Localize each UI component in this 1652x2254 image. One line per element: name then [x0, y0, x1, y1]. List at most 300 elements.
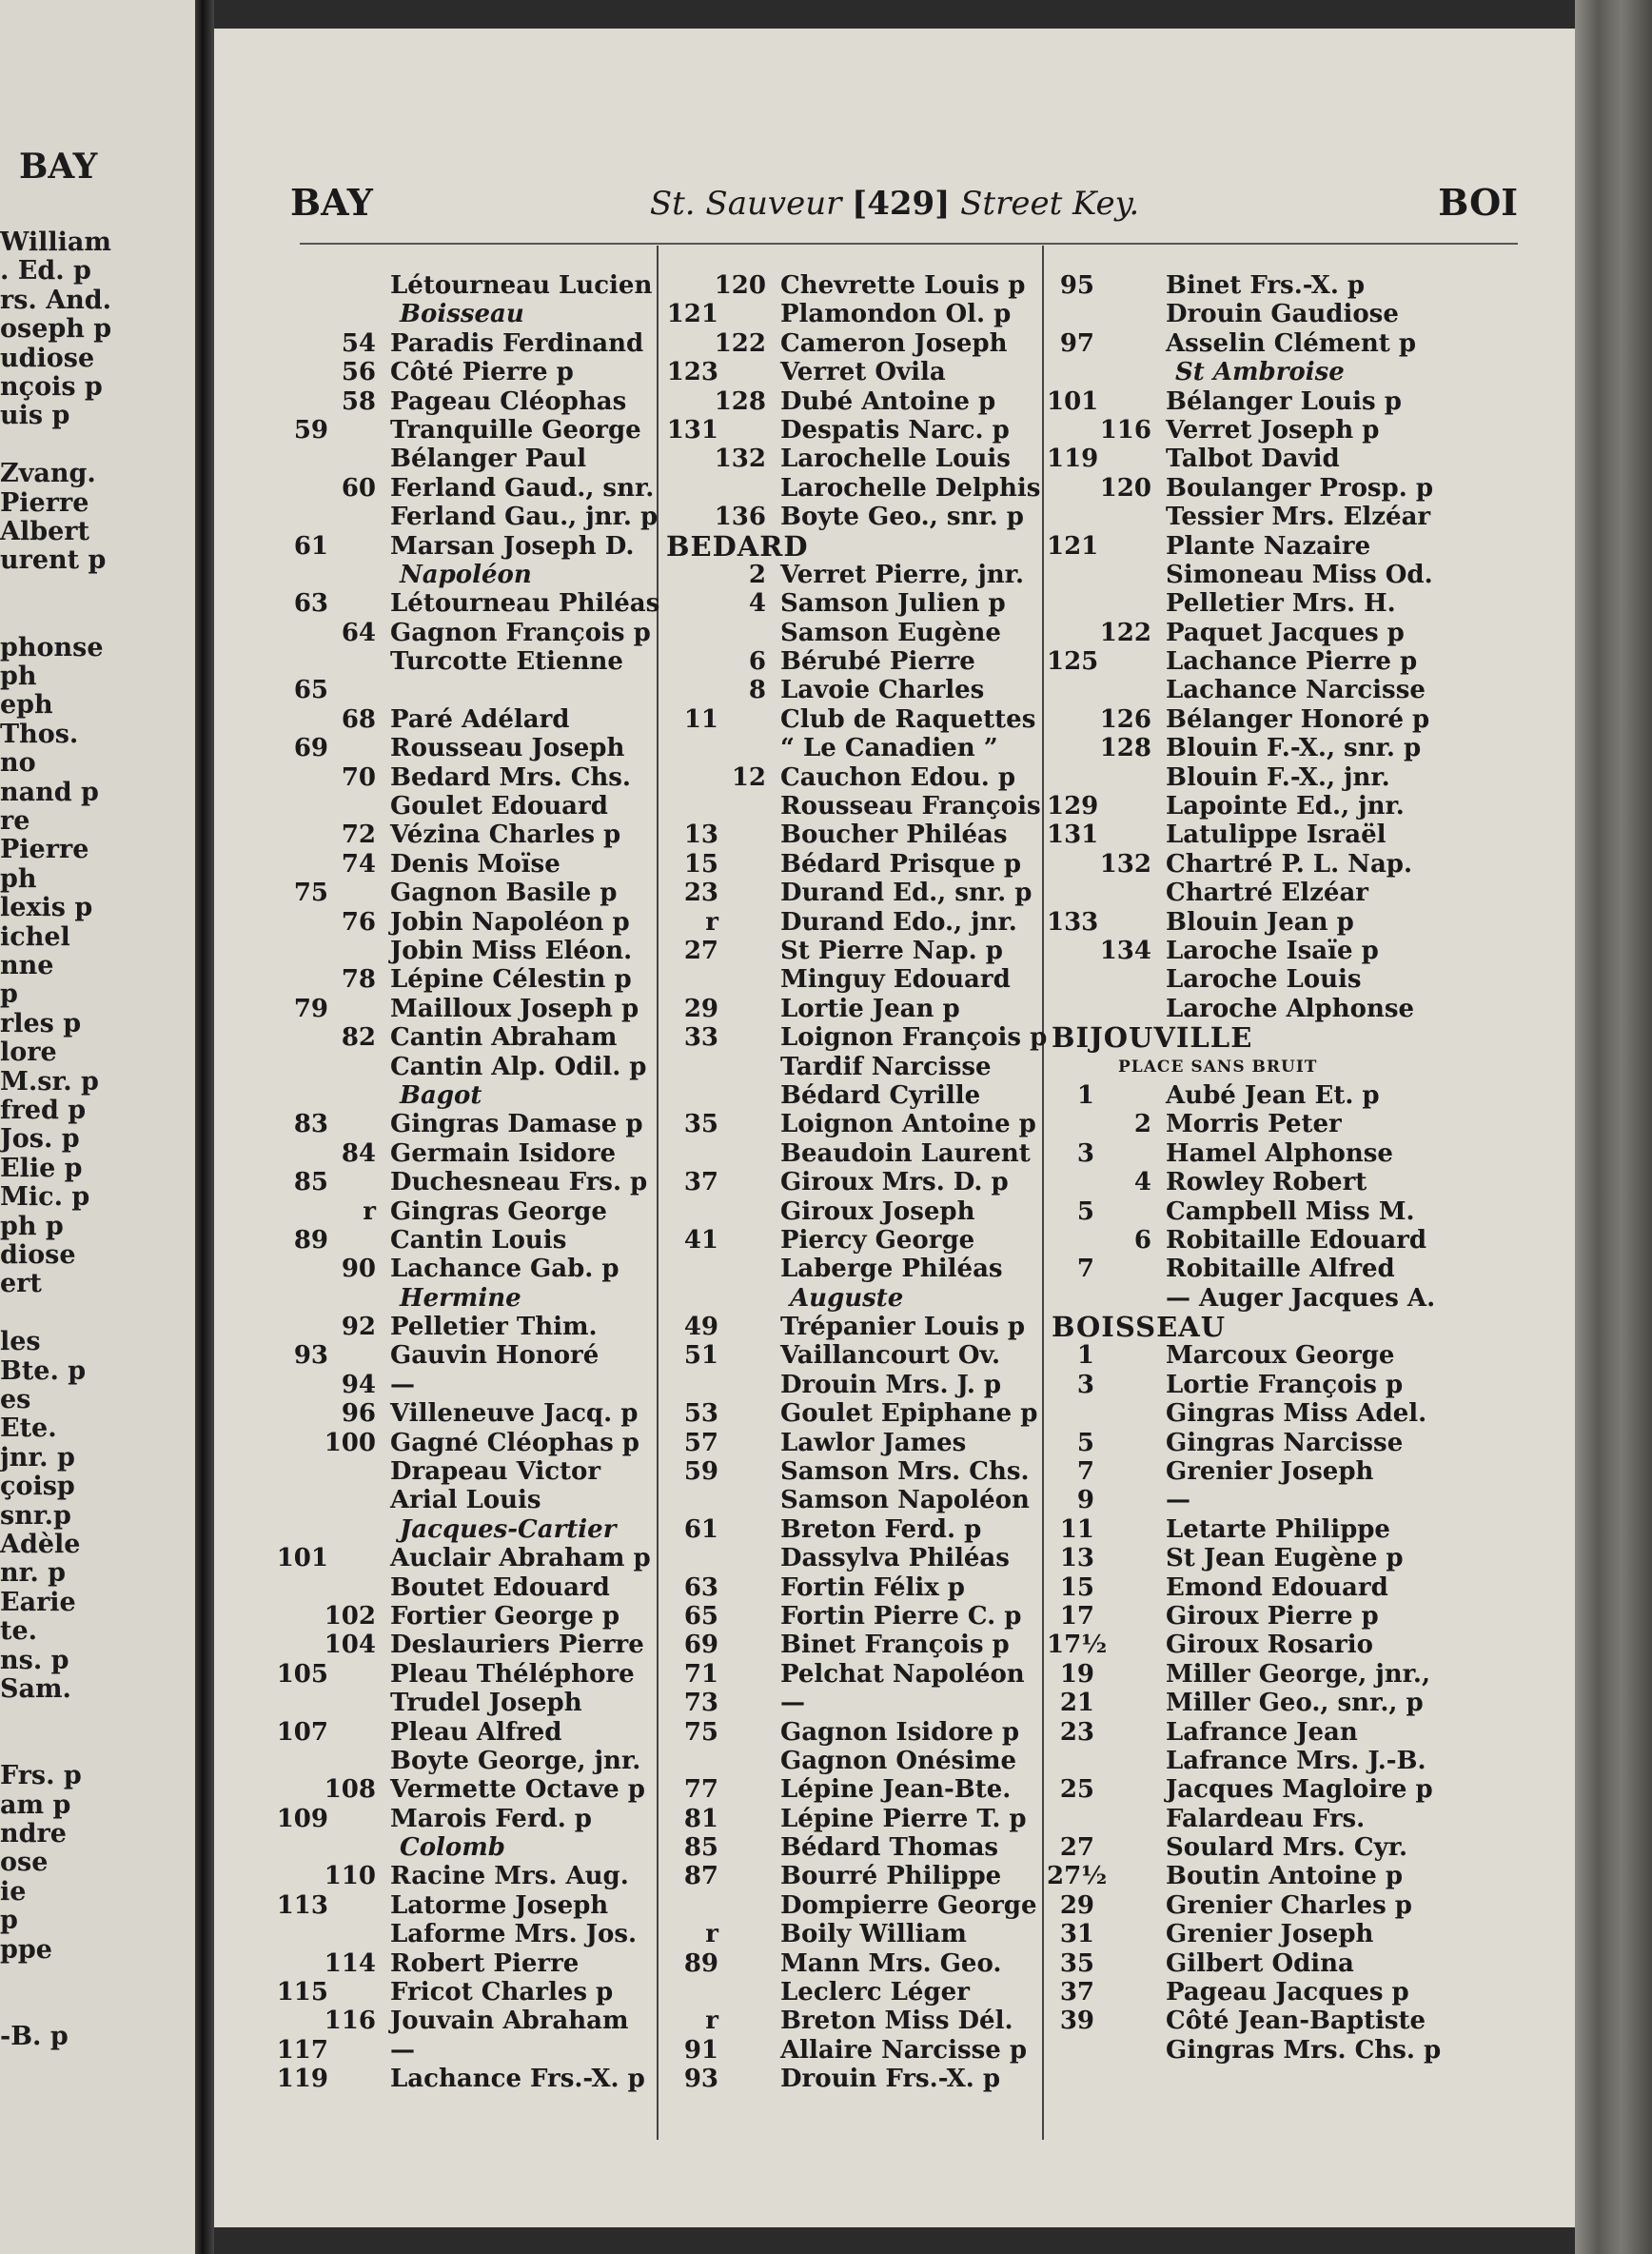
house-number: 29: [1059, 1890, 1094, 1920]
house-number: 39: [1059, 2007, 1094, 2036]
resident-name: Cantin Abraham: [390, 1023, 618, 1053]
house-number: 119: [276, 2065, 328, 2094]
resident-name: Robitaille Alfred: [1166, 1255, 1395, 1284]
directory-entry: [271, 329, 652, 358]
directory-entry: [1047, 908, 1446, 937]
directory-entry: [661, 1689, 1037, 1717]
directory-entry: [661, 1949, 1037, 1978]
resident-name: Fortier George p: [390, 1601, 620, 1631]
directory-entry: [271, 1573, 652, 1602]
house-number: 35: [1059, 1948, 1094, 1978]
resident-name: Gingras Mrs. Chs. p: [1166, 2035, 1442, 2065]
directory-entry: [661, 300, 1037, 328]
resident-name: Lortie Jean p: [780, 994, 960, 1023]
resident-name: Cameron Joseph: [780, 328, 1008, 358]
house-number: 72: [341, 821, 376, 850]
directory-entry: [1047, 1805, 1446, 1833]
resident-name: Arial Louis: [390, 1486, 541, 1515]
directory-entry: [661, 879, 1037, 907]
house-number: 2: [748, 560, 766, 589]
directory-entry: [1047, 300, 1446, 328]
resident-name: Chevrette Louis p: [780, 271, 1026, 300]
resident-name: Robert Pierre: [390, 1948, 580, 1978]
directory-entry: [271, 1284, 652, 1313]
street-heading: BEDARD: [666, 529, 809, 563]
house-number: 81: [683, 1804, 718, 1833]
house-number: 63: [293, 589, 328, 619]
resident-name: Boily William: [780, 1920, 967, 1949]
house-number: r: [363, 1196, 376, 1226]
resident-name: Gingras Miss Adel.: [1166, 1399, 1427, 1429]
directory-entry: [661, 589, 1037, 618]
resident-name: Miller Geo., snr., p: [1166, 1689, 1424, 1718]
previous-page-text: Albert: [0, 517, 89, 546]
house-number: 25: [1059, 1775, 1094, 1805]
directory-entry: [661, 1515, 1037, 1544]
directory-entry: [271, 1602, 652, 1631]
resident-name: Boutin Antoine p: [1166, 1862, 1404, 1891]
house-number: 23: [1059, 1717, 1094, 1747]
cross-street-label: Boisseau: [400, 300, 524, 329]
directory-entry: [271, 1226, 652, 1255]
previous-page-text: ns. p: [0, 1645, 69, 1675]
directory-entry: [271, 300, 652, 328]
house-number: 54: [341, 328, 376, 358]
column-divider: [1042, 246, 1044, 2140]
directory-entry: [661, 1313, 1037, 1341]
resident-name: Laroche Louis: [1166, 965, 1362, 995]
resident-name: Dubé Antoine p: [780, 386, 996, 416]
directory-entry: [271, 589, 660, 619]
house-number: 96: [341, 1399, 376, 1429]
resident-name: Plamondon Ol. p: [780, 300, 1012, 329]
directory-entry: [271, 1139, 652, 1168]
resident-name: Boyte Geo., snr. p: [780, 503, 1024, 532]
directory-entry: [271, 1371, 652, 1399]
house-number: 75: [683, 1717, 718, 1747]
directory-entry: [1047, 937, 1446, 965]
directory-entry: [271, 1978, 652, 2007]
house-number: 101: [1047, 386, 1099, 416]
directory-entry: [661, 2007, 1037, 2035]
resident-name: Lachance Frs.-X. p: [390, 2065, 645, 2094]
house-number: 93: [683, 2065, 718, 2094]
house-number: 21: [1059, 1689, 1094, 1718]
house-number: 64: [341, 618, 376, 647]
resident-name: Lépine Célestin p: [390, 965, 632, 995]
resident-name: Laforme Mrs. Jos.: [390, 1920, 638, 1949]
header-left-key: BAY: [290, 181, 373, 224]
house-number: 2: [1133, 1110, 1151, 1139]
directory-entry: [661, 1660, 1037, 1689]
vacant-marker: —: [1166, 1486, 1190, 1515]
resident-name: Giroux Mrs. D. p: [780, 1168, 1009, 1197]
directory-entry: [271, 792, 652, 821]
house-number: 83: [293, 1110, 328, 1139]
previous-page-text: lexis p: [0, 893, 93, 923]
directory-entry: [1047, 1515, 1446, 1544]
resident-name: Pelchat Napoléon: [780, 1659, 1025, 1689]
resident-name: Bédard Cyrille: [780, 1080, 981, 1110]
directory-entry: [1047, 676, 1446, 704]
house-number: 104: [324, 1631, 376, 1660]
house-number: 59: [683, 1457, 718, 1487]
previous-page-text: ph: [0, 662, 37, 691]
house-number: 70: [341, 762, 376, 792]
house-number: 1: [1076, 1080, 1094, 1110]
directory-entry: [271, 619, 652, 647]
header-rule: [300, 243, 1518, 245]
directory-entry: [271, 473, 655, 503]
directory-entry: [661, 850, 1037, 879]
street-heading: BOISSEAU: [1052, 1311, 1227, 1344]
directory-entry: [1047, 1718, 1446, 1747]
resident-name: Boyte George, jnr.: [390, 1746, 641, 1775]
directory-entry: [271, 1718, 652, 1747]
resident-name: Jouvain Abraham: [390, 2007, 629, 2036]
directory-column-1: [271, 271, 660, 2094]
previous-page-text: nr. p: [0, 1558, 67, 1589]
directory-entry: [1047, 763, 1446, 792]
directory-entry: [271, 561, 652, 589]
directory-entry: [1047, 1949, 1446, 1978]
directory-entry: [661, 1833, 1037, 1862]
house-number: 29: [683, 994, 718, 1023]
resident-name: Drouin Gaudiose: [1166, 300, 1399, 329]
resident-name: Miller George, jnr.,: [1166, 1659, 1431, 1689]
directory-entry: [661, 1371, 1037, 1399]
house-number: 7: [1076, 1255, 1094, 1284]
directory-entry: [271, 879, 652, 907]
previous-page-text: Adèle: [0, 1530, 81, 1559]
house-number: 126: [1099, 704, 1151, 734]
previous-page-text: phonse: [0, 632, 104, 662]
resident-name: Mailloux Joseph p: [390, 994, 639, 1023]
directory-entry: [271, 1110, 652, 1138]
house-number: 76: [341, 907, 376, 937]
house-number: 19: [1059, 1659, 1094, 1689]
directory-entry: [1047, 329, 1446, 358]
resident-name: Samson Julien p: [780, 589, 1006, 619]
house-number: 11: [683, 704, 718, 734]
resident-name: Lavoie Charles: [780, 676, 985, 705]
cross-street-label: Bagot: [400, 1080, 482, 1110]
directory-entry: [661, 271, 1037, 300]
directory-page: [214, 29, 1575, 2227]
resident-name: Marcoux George: [1166, 1341, 1395, 1371]
house-number: 57: [683, 1428, 718, 1457]
directory-entry: [271, 1429, 652, 1457]
previous-page-text: ndre: [0, 1819, 67, 1849]
directory-entry: [271, 1805, 652, 1833]
resident-name: Vaillancourt Ov.: [780, 1341, 1001, 1371]
directory-entry: [1047, 1371, 1446, 1399]
directory-entry: [661, 503, 1037, 531]
directory-entry: [1047, 1284, 1446, 1313]
house-number: 116: [1099, 415, 1151, 445]
previous-page-fragment: [0, 0, 195, 2254]
resident-name: Pelletier Thim.: [390, 1313, 598, 1342]
previous-page-text: Thos.: [0, 719, 79, 749]
house-number: 27: [683, 936, 718, 965]
house-number: 5: [1076, 1428, 1094, 1457]
directory-entry: [1047, 1226, 1446, 1255]
house-number: 71: [683, 1659, 718, 1689]
directory-entry: [661, 1862, 1037, 1890]
directory-entry: [1047, 445, 1446, 473]
resident-name: Jacques Magloire p: [1166, 1775, 1433, 1805]
resident-name: Lapointe Ed., jnr.: [1166, 792, 1405, 821]
previous-page-text: ph p: [0, 1211, 64, 1241]
house-number: 133: [1047, 907, 1099, 937]
directory-column-2: [661, 271, 1048, 2094]
directory-entry: [661, 821, 1037, 849]
previous-page-text: ert: [0, 1269, 42, 1299]
resident-name: Leclerc Léger: [780, 1978, 970, 2007]
directory-entry: [661, 1747, 1037, 1775]
previous-page-text: snr.p: [0, 1500, 71, 1531]
directory-entry: [271, 1891, 652, 1920]
house-number: 69: [293, 734, 328, 763]
house-number: 23: [683, 879, 718, 908]
directory-entry: [1047, 416, 1446, 445]
previous-page-text: ph: [0, 863, 37, 894]
previous-page-text: p: [0, 979, 18, 1010]
directory-entry: [1047, 734, 1446, 762]
resident-name: Gagnon Isidore p: [780, 1717, 1020, 1747]
house-number: 65: [293, 676, 328, 705]
previous-page-text: ose: [0, 1848, 49, 1878]
resident-name: St Jean Eugène p: [1166, 1544, 1404, 1573]
resident-name: Racine Mrs. Aug.: [390, 1862, 629, 1891]
house-number: 74: [341, 849, 376, 879]
house-number: 63: [683, 1572, 718, 1602]
house-number: 128: [1099, 734, 1151, 763]
resident-name: Gingras Damase p: [390, 1110, 643, 1139]
resident-name: Létourneau Philéas: [390, 589, 660, 619]
resident-name: Cantin Louis: [390, 1225, 567, 1255]
house-number: 105: [276, 1659, 328, 1689]
previous-page-text: oseph p: [0, 314, 112, 345]
resident-name: Durand Ed., snr. p: [780, 879, 1032, 908]
previous-page-text: am p: [0, 1789, 71, 1820]
previous-page-text: Zvang.: [0, 459, 96, 489]
page-number: [429]: [852, 185, 951, 223]
directory-entry: [661, 1573, 1037, 1602]
house-number: 12: [731, 762, 766, 792]
resident-name: Asselin Clément p: [1166, 328, 1417, 358]
directory-entry: [661, 1023, 1048, 1053]
resident-name: Allaire Narcisse p: [780, 2035, 1028, 2065]
previous-page-text: rs. And.: [0, 285, 112, 315]
cross-street-label: Jacques-Cartier: [400, 1514, 617, 1544]
resident-name: Gilbert Odina: [1166, 1948, 1354, 1978]
resident-name: Chartré P. L. Nap.: [1166, 849, 1413, 879]
resident-name: Laberge Philéas: [780, 1255, 1003, 1284]
house-number: 61: [293, 531, 328, 561]
directory-entry: [1047, 1978, 1446, 2007]
house-number: r: [705, 2007, 718, 2036]
directory-entry: [1047, 1341, 1446, 1370]
previous-page-text: les: [0, 1327, 41, 1357]
directory-entry: [271, 821, 652, 849]
directory-entry: [661, 561, 1037, 589]
directory-entry: [661, 1457, 1037, 1486]
directory-entry: [661, 358, 1037, 386]
house-number: 114: [324, 1948, 376, 1978]
resident-name: Breton Ferd. p: [780, 1514, 982, 1544]
resident-name: Blouin Jean p: [1166, 907, 1354, 937]
directory-entry: [271, 1833, 652, 1862]
house-number: 37: [1059, 1978, 1094, 2007]
directory-entry: [661, 763, 1037, 792]
directory-entry: [271, 676, 652, 704]
resident-name: Larochelle Delphis: [780, 473, 1041, 503]
house-number: 3: [1076, 1370, 1094, 1399]
previous-page-text: lore: [0, 1038, 57, 1068]
house-number: 132: [1099, 849, 1151, 879]
book-page-edges: [1575, 0, 1652, 2254]
resident-name: Bélanger Louis p: [1166, 386, 1402, 416]
previous-page-header: BAY: [19, 147, 98, 187]
house-number: 122: [714, 328, 766, 358]
directory-entry: [661, 529, 1037, 563]
directory-entry: [271, 1631, 652, 1659]
vacant-marker: —: [390, 1370, 415, 1399]
house-number: r: [705, 907, 718, 937]
resident-name: Latorme Joseph: [390, 1890, 609, 1920]
resident-name: Lawlor James: [780, 1428, 967, 1457]
header-title-after: Street Key.: [950, 185, 1140, 223]
directory-entry: [661, 1053, 1037, 1081]
house-number: 56: [341, 358, 376, 387]
house-number: 93: [293, 1341, 328, 1371]
house-number: 129: [1047, 792, 1099, 821]
house-number: 17½: [1047, 1631, 1108, 1660]
house-number: 6: [1133, 1225, 1151, 1255]
previous-page-text: çoisp: [0, 1472, 75, 1502]
resident-name: Laroche Isaïe p: [1166, 936, 1379, 965]
resident-name: Bérubé Pierre: [780, 647, 975, 677]
house-number: 41: [683, 1225, 718, 1255]
previous-page-text: Elie p: [0, 1153, 83, 1183]
house-number: 58: [341, 386, 376, 416]
house-number: 11: [1059, 1514, 1094, 1544]
house-number: 6: [748, 647, 766, 677]
previous-page-text: Bte. p: [0, 1355, 87, 1386]
resident-name: Lortie François p: [1166, 1370, 1404, 1399]
resident-name: Hamel Alphonse: [1166, 1138, 1393, 1168]
resident-name: Campbell Miss M.: [1166, 1196, 1415, 1226]
resident-name: Verret Ovila: [780, 358, 946, 387]
resident-name: Boulanger Prosp. p: [1166, 473, 1434, 503]
resident-name: Drapeau Victor: [390, 1457, 601, 1487]
directory-entry: [1047, 850, 1446, 879]
resident-name: Drouin Mrs. J. p: [780, 1370, 1002, 1399]
directory-entry: [1047, 1457, 1446, 1486]
house-number: 4: [1133, 1168, 1151, 1197]
resident-name: Larochelle Louis: [780, 445, 1011, 474]
directory-entry: [661, 937, 1037, 965]
house-number: 115: [276, 1978, 328, 2007]
resident-name: Giroux Rosario: [1166, 1631, 1373, 1660]
resident-name: Bédard Prisque p: [780, 849, 1022, 879]
resident-name: Tessier Mrs. Elzéar: [1166, 503, 1431, 532]
directory-entry: [271, 271, 652, 300]
directory-entry: [1047, 1775, 1446, 1804]
house-number: 122: [1099, 618, 1151, 647]
directory-entry: [661, 734, 1037, 762]
directory-entry: [1047, 1168, 1446, 1196]
directory-entry: [271, 1660, 652, 1689]
directory-entry: [661, 416, 1037, 445]
house-number: 89: [683, 1948, 718, 1978]
house-number: 7: [1076, 1457, 1094, 1487]
resident-name: Lépine Jean-Bte.: [780, 1775, 1012, 1805]
directory-entry: [661, 1775, 1037, 1804]
house-number: 87: [683, 1862, 718, 1891]
house-number: 91: [683, 2035, 718, 2065]
house-number: 95: [1059, 271, 1094, 300]
resident-name: St Pierre Nap. p: [780, 936, 1003, 965]
resident-name: Pageau Jacques p: [1166, 1978, 1409, 2007]
resident-name: Lachance Gab. p: [390, 1255, 620, 1284]
directory-entry: [271, 937, 652, 965]
resident-name: Denis Moïse: [390, 849, 560, 879]
resident-name: Fricot Charles p: [390, 1978, 614, 2007]
resident-name: Club de Raquettes: [780, 704, 1036, 734]
directory-entry: [271, 1197, 652, 1226]
directory-entry: [1047, 1602, 1446, 1631]
previous-page-text: nçois p: [0, 372, 103, 402]
resident-name: Gagné Cléophas p: [390, 1428, 639, 1457]
resident-name: Breton Miss Dél.: [780, 2007, 1013, 2036]
previous-page-text: nne: [0, 951, 54, 980]
directory-entry: [271, 908, 652, 937]
directory-column-3: [1047, 271, 1446, 2065]
directory-entry: [271, 387, 652, 416]
resident-name: Morris Peter: [1166, 1110, 1342, 1139]
resident-name: Gingras George: [390, 1196, 607, 1226]
directory-entry: [271, 995, 652, 1023]
resident-name: Gagnon François p: [390, 618, 651, 647]
house-number: 3: [1076, 1138, 1094, 1168]
resident-name: Dompierre George: [780, 1890, 1037, 1920]
house-number: 131: [1047, 821, 1099, 850]
house-number: 89: [293, 1225, 328, 1255]
resident-name: Emond Edouard: [1166, 1572, 1388, 1602]
directory-entry: [661, 329, 1037, 358]
resident-name: Rousseau Joseph: [390, 734, 625, 763]
resident-name: Cantin Alp. Odil. p: [390, 1052, 647, 1081]
house-number: 92: [341, 1313, 376, 1342]
directory-entry: [271, 1399, 652, 1428]
house-number: 31: [1059, 1920, 1094, 1949]
house-number: 15: [683, 849, 718, 879]
house-number: 13: [683, 821, 718, 850]
house-number: 37: [683, 1168, 718, 1197]
directory-entry: [271, 1081, 652, 1110]
house-number: 49: [683, 1313, 718, 1342]
directory-entry: [1047, 1053, 1446, 1081]
house-number: 27: [1059, 1833, 1094, 1863]
house-number: 51: [683, 1341, 718, 1371]
previous-page-text: ppe: [0, 1934, 52, 1965]
directory-entry: [661, 647, 1037, 676]
house-number: 134: [1099, 936, 1151, 965]
resident-name: Durand Edo., jnr.: [780, 907, 1017, 937]
cross-street-label: Hermine: [400, 1283, 521, 1313]
